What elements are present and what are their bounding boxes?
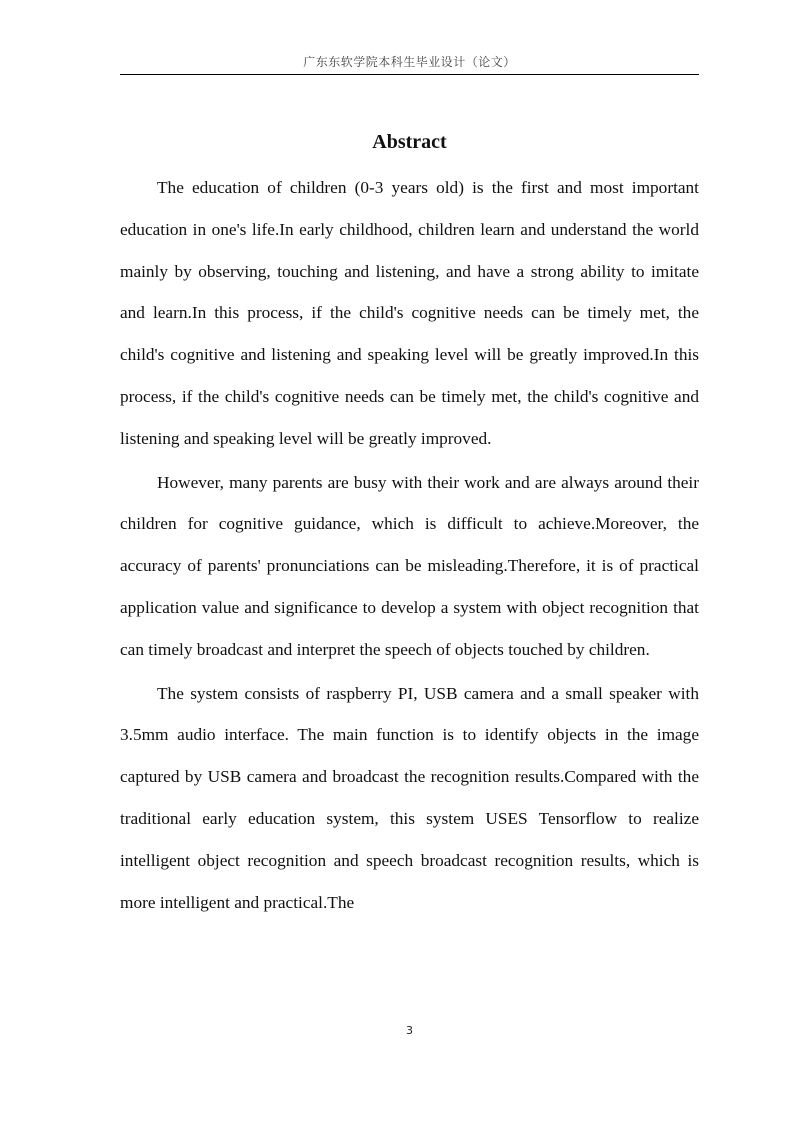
abstract-body xyxy=(120,167,699,923)
page-header xyxy=(120,50,699,75)
header-text: 广东东软学院本科生毕业设计（论文） xyxy=(303,55,516,69)
paragraph-3: The system consists of raspberry PI, USB camera and a small speaker with 3.5mm audio interface. The main function is to identify objects in the image captured by USB camera and broadcast the recognition results.Compared with the traditional early education system, this system USES Tensorflow to realize intelligent object recognition and speech broadcast recognition results, which is more intelligent and practical.The xyxy=(120,683,699,912)
abstract-title: Abstract xyxy=(372,131,447,153)
paragraph-1: The education of children (0-3 years old) is the first and most important education in one's life.In early childhood, children learn and understand the world mainly by observing, touching and listening, and have a strong ability to imitate and learn.In this process, if the child's cognitive needs can be timely met, the child's cognitive and listening and speaking level will be greatly improved.In this process, if the child's cognitive needs can be timely met, the child's cognitive and listening and speaking level will be greatly improved. xyxy=(120,178,699,448)
paragraph-2: However, many parents are busy with their work and are always around their children for cognitive guidance, which is difficult to achieve.Moreover, the accuracy of parents' pronunciations can be misleading.Therefore, it is of practical application value and significance to develop a system with object recognition that can timely broadcast and interpret the speech of objects touched by children. xyxy=(120,472,699,659)
page-number: 3 xyxy=(406,1024,413,1037)
